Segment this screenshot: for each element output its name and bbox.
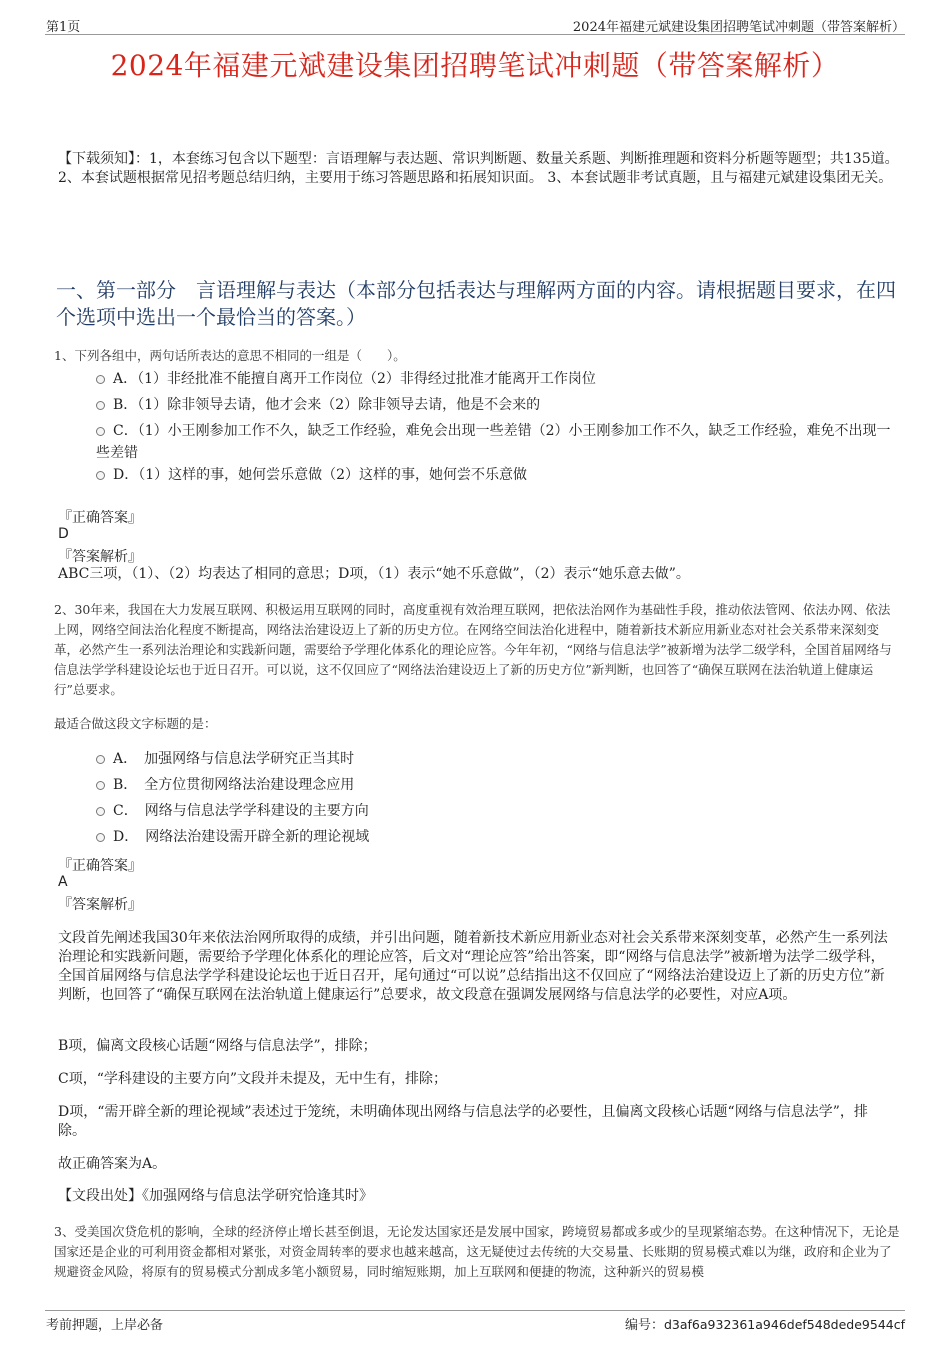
question-3-stem: 3、受美国次贷危机的影响，全球的经济停止增长甚至倒退，无论发达国家还是发展中国家，跨境贸易都或多或少的呈现紧缩态势。在这种情况下，无论是国家还是企业的可利用资金都相对紧张，对资金周转率的要求也越来越高，这无疑使过去传统的大交易量、长账期的贸易模式难以为继，政府和企业为了规避资金风险，将原有的贸易模式分割成多笔小额贸易，同时缩短账期，加上互联网和便捷的物流，这种新兴的贸易模 bbox=[54, 1224, 900, 1279]
footer-slogan: 考前押题，上岸必备 bbox=[46, 1318, 164, 1333]
question-1-answer: D bbox=[58, 526, 69, 542]
radio-icon[interactable] bbox=[96, 427, 105, 436]
header-page-number: 第1页 bbox=[46, 20, 81, 35]
question-2-stem: 2、30年来，我国在大力发展互联网、积极运用互联网的同时，高度重视有效治理互联网，把依法治网作为基础性手段，推动依法管网、依法办网、依法上网，网络空间法治化程度不断提高，网络法治建设迈上了新的历史方位。在网络空间法治化进程中，随着新技术新应用新业态对社会关系带来深刻变革，必然产生一系列法治理论和实践新问题，需要给予学理化体系化的理论应答。今年年初，“网络与信息法学”被新增为法学二级学科，全国首届网络与信息法学学科建设论坛也于近日召开。可以说，这不仅回应了“网络法治建设迈上了新的历史方位”新判断，也回答了“确保互联网在法治轨道上健康运行”总要求。 bbox=[54, 602, 892, 697]
question-2-analysis-label: 『答案解析』 bbox=[58, 897, 142, 913]
section-heading: 一、第一部分 言语理解与表达（本部分包括表达与理解两方面的内容。请根据题目要求，在四个选项中选出一个最恰当的答案。） bbox=[56, 278, 896, 329]
question-1-option-b[interactable]: B．（1）除非领导去请，他才会来（2）除非领导去请，他是不会来的 bbox=[96, 394, 896, 416]
question-1-option-c[interactable]: C．（1）小王刚参加工作不久，缺乏工作经验，难免会出现一些差错（2）小王刚参加工作不久，缺乏工作经验，难免不出现一些差错 bbox=[96, 423, 891, 461]
question-2-analysis-d: D项，“需开辟全新的理论视域”表述过于笼统，未明确体现出网络与信息法学的必要性，且偏离文段核心话题“网络与信息法学”，排除。 bbox=[58, 1104, 868, 1139]
header-doc-title: 2024年福建元斌建设集团招聘笔试冲刺题（带答案解析） bbox=[572, 20, 905, 35]
radio-icon[interactable] bbox=[96, 401, 105, 410]
question-1-option-d[interactable]: D．（1）这样的事，她何尝乐意做（2）这样的事，她何尝不乐意做 bbox=[96, 464, 896, 486]
radio-icon[interactable] bbox=[96, 755, 105, 764]
question-2-option-b[interactable]: B． 全方位贯彻网络法治建设理念应用 bbox=[96, 774, 896, 796]
question-2-answer: A bbox=[58, 874, 68, 890]
question-1-answer-label: 『正确答案』 bbox=[58, 510, 142, 526]
header-divider bbox=[45, 34, 905, 35]
page-title: 2024年福建元斌建设集团招聘笔试冲刺题（带答案解析） bbox=[110, 49, 840, 82]
question-1-analysis-label: 『答案解析』 bbox=[58, 549, 142, 565]
footer-code: 编号：d3af6a932361a946def548dede9544cf bbox=[624, 1317, 905, 1333]
question-1-stem: 1、下列各组中，两句话所表达的意思不相同的一组是（ ）。 bbox=[54, 348, 406, 363]
download-notice: 【下载须知】：1，本套练习包含以下题型：言语理解与表达题、常识判断题、数量关系题、判断推理题和资料分析题等题型；共135道。 2、本套试题根据常见招考题总结归纳，主要用于练习答题思路和拓展知识面。 3、本套试题非考试真题，且与福建元斌建设集团无关。 bbox=[58, 151, 899, 186]
question-2-conclusion: 故正确答案为A。 bbox=[58, 1156, 167, 1172]
question-2-analysis-b: B项，偏离文段核心话题“网络与信息法学”，排除； bbox=[58, 1038, 377, 1054]
radio-icon[interactable] bbox=[96, 807, 105, 816]
question-2-option-d[interactable]: D． 网络法治建设需开辟全新的理论视域 bbox=[96, 826, 896, 848]
radio-icon[interactable] bbox=[96, 781, 105, 790]
radio-icon[interactable] bbox=[96, 471, 105, 480]
question-2-answer-label: 『正确答案』 bbox=[58, 858, 142, 874]
question-1-analysis: ABC三项，（1）、（2）均表达了相同的意思；D项，（1）表示“她不乐意做”，（2）表示“她乐意去做”。 bbox=[58, 566, 690, 582]
question-2-source: 【文段出处】《加强网络与信息法学研究恰逢其时》 bbox=[58, 1188, 373, 1204]
question-2-analysis-main: 文段首先阐述我国30年来依法治网所取得的成绩，并引出问题，随着新技术新应用新业态对社会关系带来深刻变革，必然产生一系列法治理论和实践新问题，需要给予学理化体系化的理论应答，后文对“理论应答”给出答案，即“网络与信息法学”被新增为法学二级学科，全国首届网络与信息法学学科建设论坛也于近日召开，尾句通过“可以说”总结指出这不仅回应了“网络法治建设迈上了新的历史方位”新判断，也回答了“确保互联网在法治轨道上健康运行”总要求，故文段意在强调发展网络与信息法学的必要性，对应A项。 bbox=[58, 930, 888, 1003]
question-2-analysis-c: C项，“学科建设的主要方向”文段并未提及，无中生有，排除； bbox=[58, 1071, 448, 1087]
question-2-option-c[interactable]: C． 网络与信息法学学科建设的主要方向 bbox=[96, 800, 896, 822]
footer-divider bbox=[45, 1310, 905, 1311]
question-1-option-a[interactable]: A．（1）非经批准不能擅自离开工作岗位（2）非得经过批准才能离开工作岗位 bbox=[96, 368, 896, 390]
radio-icon[interactable] bbox=[96, 375, 105, 384]
radio-icon[interactable] bbox=[96, 833, 105, 842]
question-2-option-a[interactable]: A． 加强网络与信息法学研究正当其时 bbox=[96, 748, 896, 770]
question-2-prompt: 最适合做这段文字标题的是： bbox=[54, 716, 217, 731]
